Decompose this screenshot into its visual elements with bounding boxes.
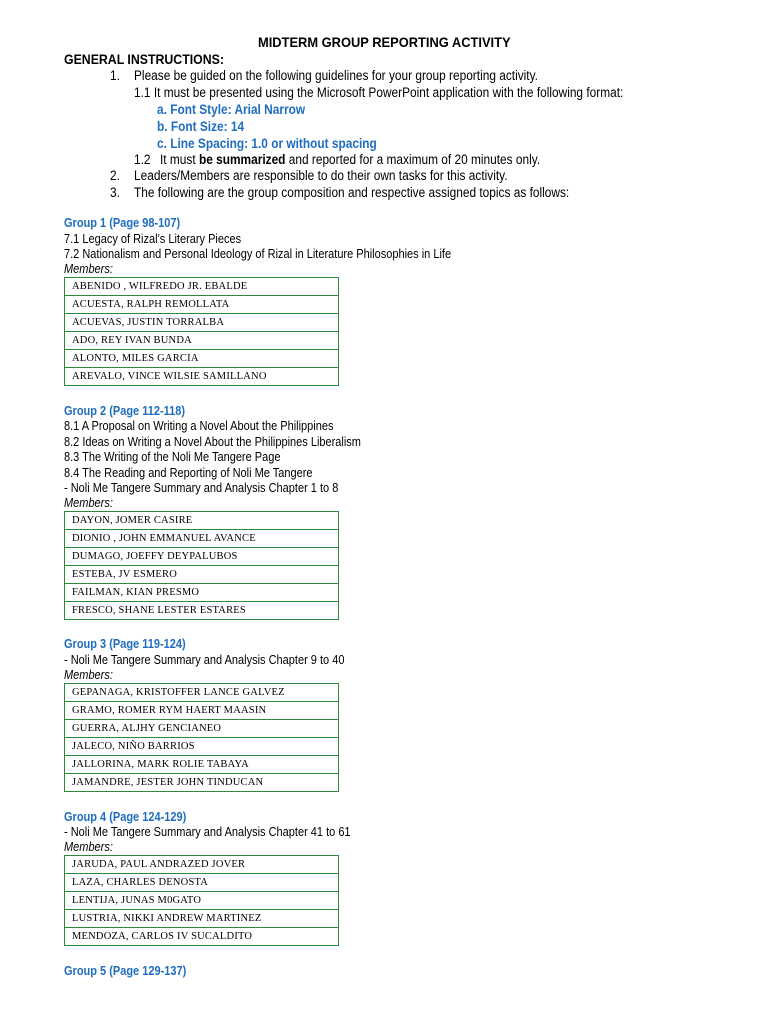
table-row [65,684,339,702]
member-name: GEPANAGA, KRISTOFFER LANCE GALVEZ [65,684,339,702]
instruction-3: The following are the group composition and respective assigned topics as follows: [134,185,570,200]
table-row [65,512,339,530]
group-3-topic: - Noli Me Tangere Summary and Analysis Chapter 9 to 40 [64,653,345,667]
member-name: JALECO, NIÑO BARRIOS [65,738,339,756]
table-row [65,702,339,720]
group-4-topic: - Noli Me Tangere Summary and Analysis Chapter 41 to 61 [64,825,351,839]
group-1-heading: Group 1 (Page 98-107) [64,216,181,230]
member-name: GRAMO, ROMER RYM HAERT MAASIN [65,702,339,720]
group-2-topic: - Noli Me Tangere Summary and Analysis Chapter 1 to 8 [64,481,339,495]
member-name: FRESCO, SHANE LESTER ESTARES [65,602,339,620]
table-row [65,314,339,332]
member-name: ACUESTA, RALPH REMOLLATA [65,296,339,314]
group-3-members-table [64,683,339,792]
group-3-heading: Group 3 (Page 119-124) [64,637,186,651]
format-line-spacing: c. Line Spacing: 1.0 or without spacing [157,136,377,151]
instruction-1-number: 1. [110,68,120,83]
group-2-topic: 8.1 A Proposal on Writing a Novel About the Philippines [64,419,334,433]
table-row [65,874,339,892]
instruction-1-2: It must be summarized and reported for a maximum of 20 minutes only. [160,152,541,167]
format-font-style: a. Font Style: Arial Narrow [157,102,306,117]
group-2-topic: 8.2 Ideas on Writing a Novel About the Philippines Liberalism [64,435,361,449]
member-name: AREVALO, VINCE WILSIE SAMILLANO [65,368,339,386]
member-name: LAZA, CHARLES DENOSTA [65,874,339,892]
member-name: JALLORINA, MARK ROLIE TABAYA [65,756,339,774]
table-row [65,566,339,584]
group-1-topic: 7.2 Nationalism and Personal Ideology of Rizal in Literature Philosophies in Life [64,247,452,261]
group-1-topic: 7.1 Legacy of Rizal’s Literary Pieces [64,232,242,246]
instruction-1-1: 1.1 It must be presented using the Microsoft PowerPoint application with the following format: [134,85,624,100]
table-row [65,738,339,756]
group-2-members-table [64,511,339,620]
group-2-members-label: Members: [64,496,113,510]
instruction-2: Leaders/Members are responsible to do their own tasks for this activity. [134,168,508,183]
member-name: LUSTRIA, NIKKI ANDREW MARTINEZ [65,910,339,928]
member-name: JAMANDRE, JESTER JOHN TINDUCAN [65,774,339,792]
group-4-members-label: Members: [64,840,113,854]
table-row [65,756,339,774]
instruction-1: Please be guided on the following guidelines for your group reporting activity. [134,68,538,83]
table-row [65,774,339,792]
member-name: MENDOZA, CARLOS IV SUCALDITO [65,928,339,946]
table-row [65,278,339,296]
table-row [65,928,339,946]
format-font-size: b. Font Size: 14 [157,119,245,134]
instruction-1-2-number: 1.2 [134,152,151,167]
table-row [65,296,339,314]
table-row [65,584,339,602]
table-row [65,350,339,368]
member-name: ADO, REY IVAN BUNDA [65,332,339,350]
group-4-heading: Group 4 (Page 124-129) [64,810,187,824]
group-1-members-label: Members: [64,262,113,276]
table-row [65,530,339,548]
table-row [65,332,339,350]
instruction-2-number: 2. [110,168,120,183]
member-name: DAYON, JOMER CASIRE [65,512,339,530]
member-name: LENTIJA, JUNAS M0GATO [65,892,339,910]
group-5-heading: Group 5 (Page 129-137) [64,964,187,978]
member-name: DIONIO , JOHN EMMANUEL AVANCE [65,530,339,548]
document-title: MIDTERM GROUP REPORTING ACTIVITY [257,34,511,50]
member-name: ABENIDO , WILFREDO JR. EBALDE [65,278,339,296]
table-row [65,892,339,910]
member-name: ALONTO, MILES GARCIA [65,350,339,368]
member-name: GUERRA, ALJHY GENCIANEO [65,720,339,738]
member-name: ACUEVAS, JUSTIN TORRALBA [65,314,339,332]
table-row [65,720,339,738]
table-row [65,548,339,566]
group-4-members-table [64,855,339,946]
member-name: ESTEBA, JV ESMERO [65,566,339,584]
general-instructions-heading: GENERAL INSTRUCTIONS: [64,51,224,67]
group-2-heading: Group 2 (Page 112-118) [64,404,186,418]
member-name: FAILMAN, KIAN PRESMO [65,584,339,602]
group-2-topic: 8.4 The Reading and Reporting of Noli Me Tangere [64,466,313,480]
member-name: DUMAGO, JOEFFY DEYPALUBOS [65,548,339,566]
group-1-members-table [64,277,339,386]
member-name: JARUDA, PAUL ANDRAZED JOVER [65,856,339,874]
table-row [65,368,339,386]
table-row [65,910,339,928]
instruction-3-number: 3. [110,185,120,200]
table-row [65,856,339,874]
table-row [65,602,339,620]
group-3-members-label: Members: [64,668,113,682]
group-2-topic: 8.3 The Writing of the Noli Me Tangere Page [64,450,281,464]
